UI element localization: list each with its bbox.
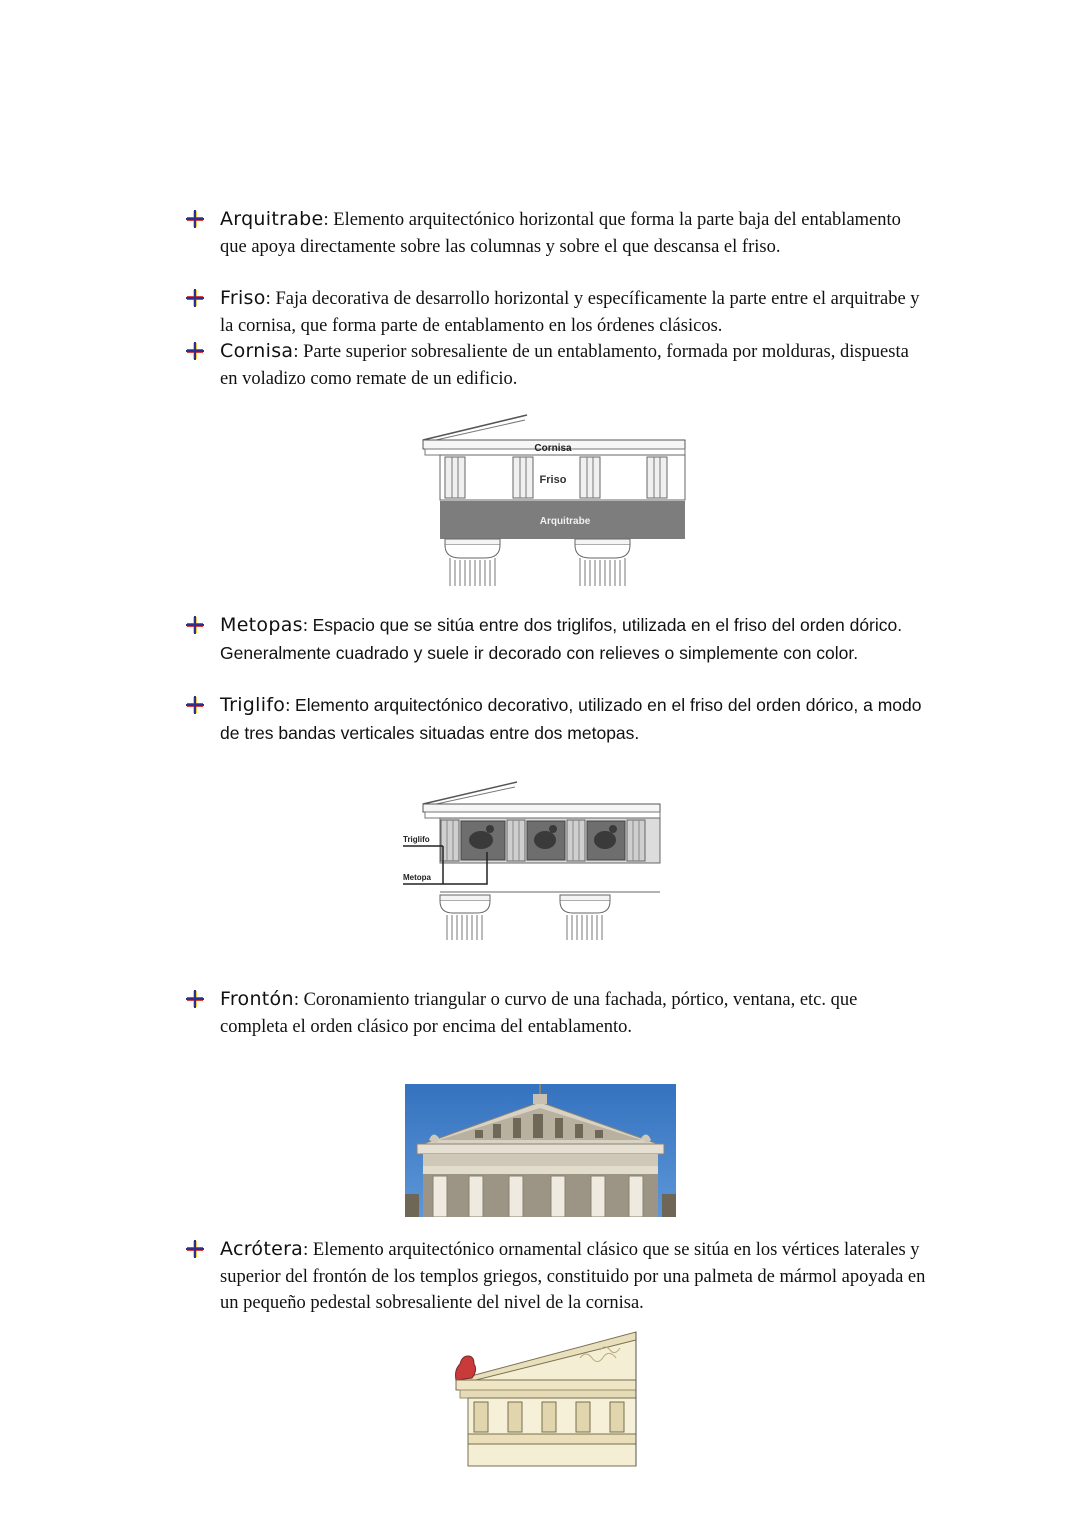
definition-text: Espacio que se sitúa entre dos triglifos, utilizada en el friso del orden dórico. Generalmente cuadrado y suele ir decorado con relieves o simplemente con color.	[220, 615, 903, 663]
label-triglifo: Triglifo	[403, 835, 430, 844]
definition-friso: Friso: Faja decorativa de desarrollo horizontal y específicamente la parte entre el arquitrabe y la cornisa, que forma parte de entablamento en los órdenes clásicos.	[186, 285, 926, 339]
term-label: Acrótera	[220, 1238, 304, 1260]
term-label: Arquitrabe	[220, 208, 324, 230]
term-label: Triglifo	[220, 694, 286, 716]
definition-metopas: Metopas: Espacio que se sitúa entre dos triglifos, utilizada en el friso del orden dórico. Generalmente cuadrado y suele ir decorado con relieves o simplemente con color.	[186, 612, 926, 667]
label-friso: Friso	[539, 474, 567, 486]
term-label: Friso	[220, 287, 266, 309]
pediment-photo	[405, 1084, 676, 1217]
term-label: Frontón	[220, 988, 294, 1010]
plus-bullet-icon	[186, 1240, 204, 1258]
label-cornisa: Cornisa	[534, 443, 572, 454]
definition-text: Coronamiento triangular o curvo de una fachada, pórtico, ventana, etc. que completa el orden clásico por encima del entablamento.	[220, 990, 858, 1037]
definition-text: Elemento arquitectónico ornamental clásico que se sitúa en los vértices laterales y superior del frontón de los templos griegos, constituido por una palmeta de mármol apoyada en un pequeño pedestal sobresaliente del nivel de la cornisa.	[220, 1240, 926, 1313]
plus-bullet-icon	[186, 990, 204, 1008]
label-arquitrabe: Arquitrabe	[539, 516, 591, 527]
triglyph-metope-diagram	[395, 780, 670, 945]
definition-text: Faja decorativa de desarrollo horizontal y específicamente la parte entre el arquitrabe y la cornisa, que forma parte de entablamento en los órdenes clásicos.	[220, 289, 920, 336]
definition-text: Elemento arquitectónico horizontal que forma la parte baja del entablamento que apoya directamente sobre las columnas y sobre el que descansa el friso.	[220, 210, 901, 257]
definition-fronton: Frontón: Coronamiento triangular o curvo de una fachada, pórtico, ventana, etc. que completa el orden clásico por encima del entablamento.	[186, 986, 926, 1040]
definition-arquitrabe: Arquitrabe: Elemento arquitectónico horizontal que forma la parte baja del entablamento que apoya directamente sobre las columnas y sobre el que descansa el friso.	[186, 206, 926, 260]
plus-bullet-icon	[186, 616, 204, 634]
plus-bullet-icon	[186, 289, 204, 307]
term-label: Metopas	[220, 614, 303, 636]
definition-text: Parte superior sobresaliente de un entablamento, formada por molduras, dispuesta en voladizo como remate de un edificio.	[220, 342, 909, 389]
plus-bullet-icon	[186, 342, 204, 360]
label-metopa: Metopa	[403, 873, 431, 882]
plus-bullet-icon	[186, 696, 204, 714]
definition-triglifo: Triglifo: Elemento arquitectónico decorativo, utilizado en el friso del orden dórico, a modo de tres bandas verticales situadas entre dos metopas.	[186, 692, 926, 747]
term-label: Cornisa	[220, 340, 294, 362]
definition-text: Elemento arquitectónico decorativo, utilizado en el friso del orden dórico, a modo de tres bandas verticales situadas entre dos metopas.	[220, 695, 922, 743]
entablature-diagram	[415, 410, 690, 590]
plus-bullet-icon	[186, 210, 204, 228]
definition-cornisa: Cornisa: Parte superior sobresaliente de un entablamento, formada por molduras, dispuesta en voladizo como remate de un edificio.	[186, 338, 926, 392]
definition-acrotera: Acrótera: Elemento arquitectónico ornamental clásico que se sitúa en los vértices laterales y superior del frontón de los templos griegos, constituido por una palmeta de mármol apoyada en un pequeño pedestal sobresaliente del nivel de la cornisa.	[186, 1236, 926, 1317]
acroterion-diagram	[450, 1328, 638, 1470]
